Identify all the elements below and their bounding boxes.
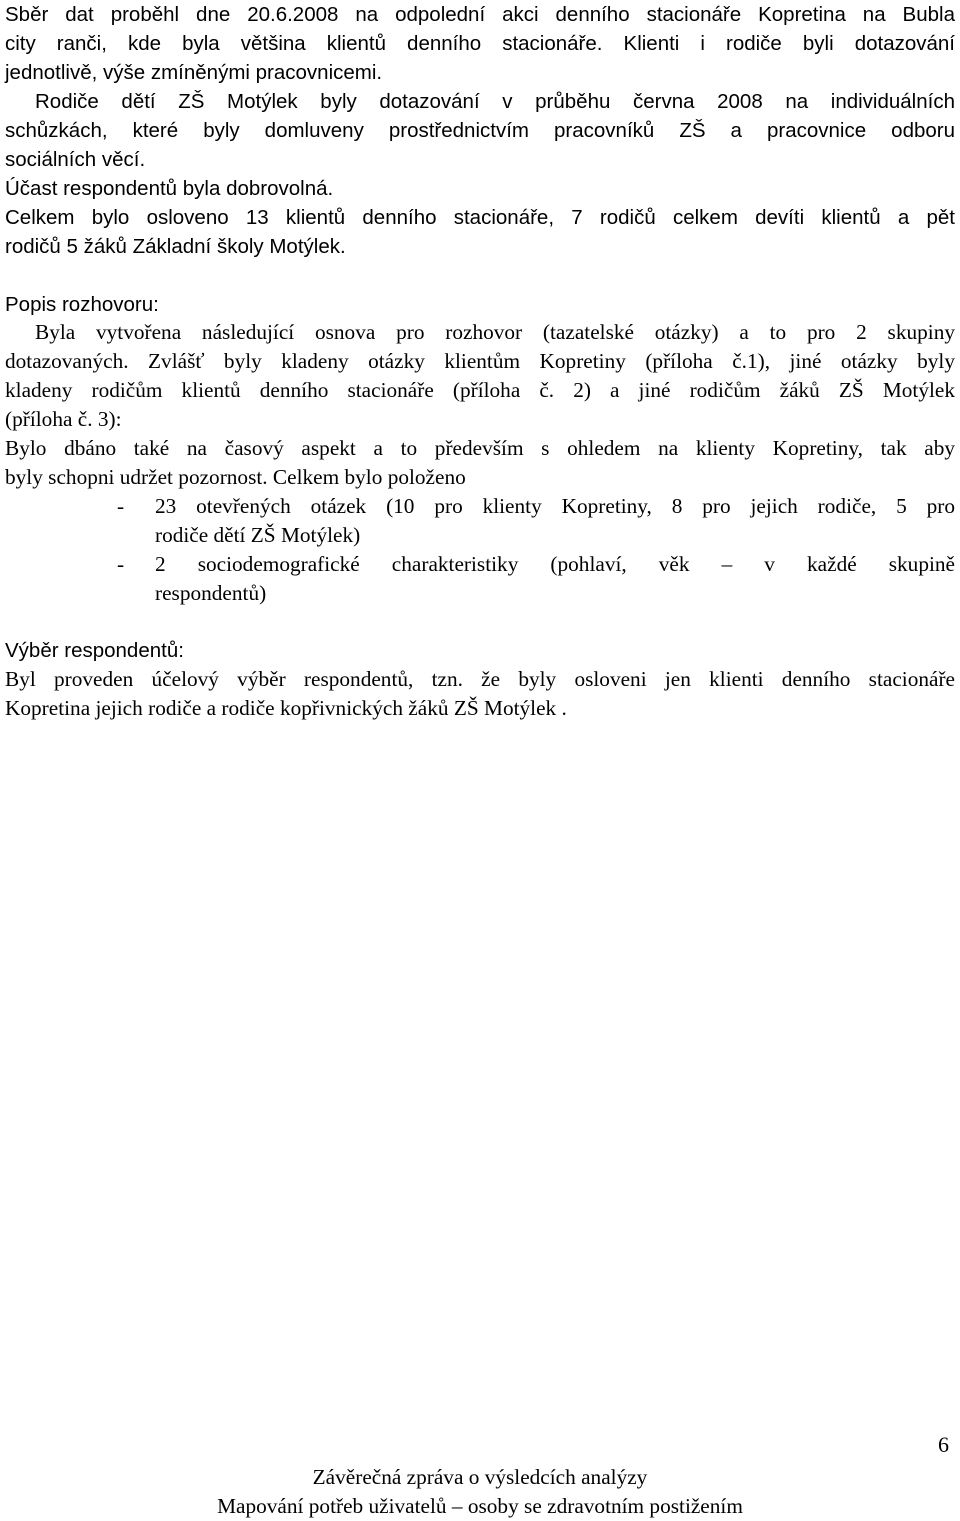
list-item-line: 23 otevřených otázek (10 pro klienty Kopretiny, 8 pro jejich rodiče, 5 pro [155,494,955,518]
paragraph-line: Byl proveden účelový výběr respondentů, tzn. že byly osloveni jen klienti denního stacionáře [5,667,955,691]
list-dash: - [117,494,125,518]
list-item-line: 2 sociodemografické charakteristiky (pohlaví, věk – v každé skupině [155,552,955,576]
list-item-line: rodiče dětí ZŠ Motýlek) [155,523,361,547]
paragraph-line: schůzkách, které byly domluveny prostřednictvím pracovníků ZŠ a pracovnice odboru [5,119,955,142]
paragraph-line: Celkem bylo osloveno 13 klientů denního stacionáře, 7 rodičů celkem devíti klientů a pět [5,206,955,229]
page-number: 6 [938,1432,949,1457]
paragraph-line: jednotlivě, výše zmíněnými pracovnicemi. [5,61,383,84]
paragraph-line: kladeny rodičům klientů denního stacionáře (příloha č. 2) a jiné rodičům žáků ZŠ Motýlek [5,378,955,402]
paragraph-line: Byla vytvořena následující osnova pro rozhovor (tazatelské otázky) a to pro 2 skupiny [35,320,955,344]
paragraph-line: rodičů 5 žáků Základní školy Motýlek. [5,235,346,258]
paragraph-line: Sběr dat proběhl dne 20.6.2008 na odpolední akci denního stacionáře Kopretina na Bubla [5,3,955,26]
section-heading: Popis rozhovoru: [5,293,159,316]
paragraph-line: Účast respondentů byla dobrovolná. [5,177,334,200]
paragraph-line: sociálních věcí. [5,148,146,171]
paragraph-line: byly schopni udržet pozornost. Celkem bylo položeno [5,465,466,489]
footer-subtitle: Mapování potřeb uživatelů – osoby se zdravotním postižením [217,1494,743,1518]
paragraph-line: Rodiče dětí ZŠ Motýlek byly dotazování v průběhu června 2008 na individuálních [35,90,955,113]
footer-title: Závěrečná zpráva o výsledcích analýzy [312,1465,648,1489]
paragraph-line: Kopretina jejich rodiče a rodiče kopřivnických žáků ZŠ Motýlek . [5,696,567,720]
list-item-line: respondentů) [155,581,267,605]
list-dash: - [117,552,125,576]
section-heading: Výběr respondentů: [5,639,184,662]
paragraph-line: city ranči, kde byla většina klientů denního stacionáře. Klienti i rodiče byli dotazování [5,32,955,55]
paragraph-line: dotazovaných. Zvlášť byly kladeny otázky klientům Kopretiny (příloha č.1), jiné otázky byly [5,349,955,373]
paragraph-line: Bylo dbáno také na časový aspekt a to především s ohledem na klienty Kopretiny, tak aby [5,436,955,460]
paragraph-line: (příloha č. 3): [5,407,122,431]
